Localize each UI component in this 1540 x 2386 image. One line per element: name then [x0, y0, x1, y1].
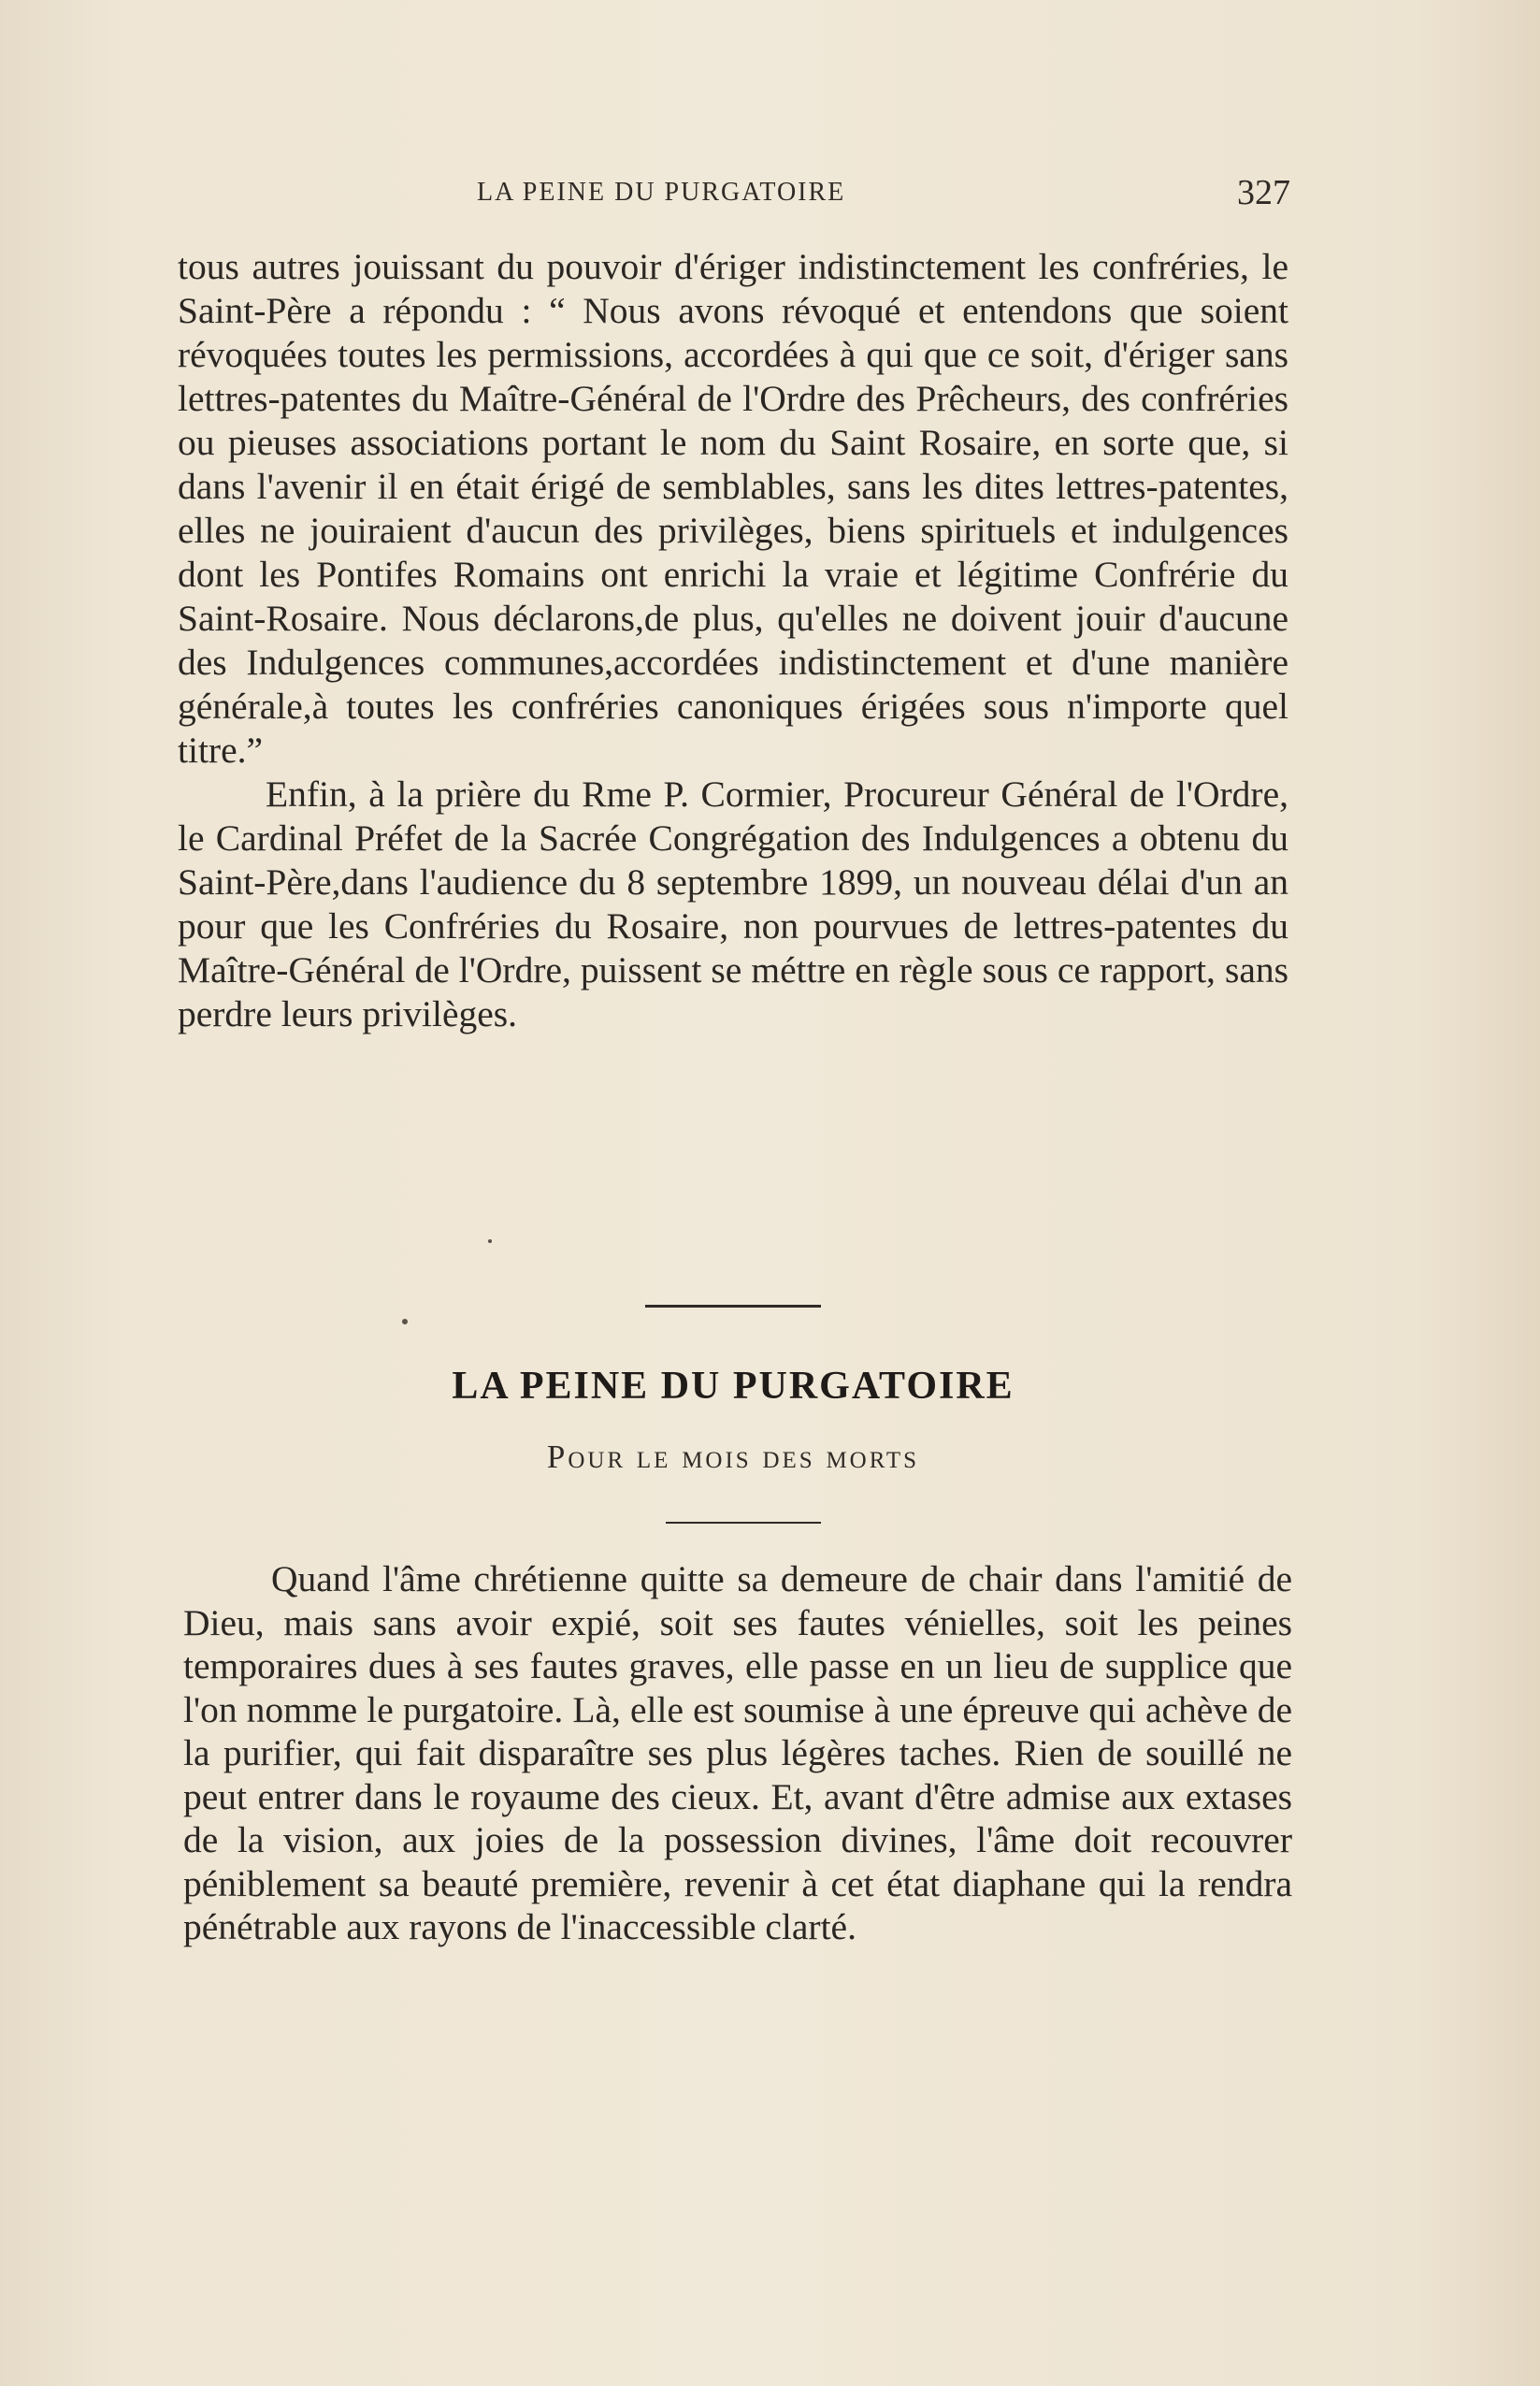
print-speck — [402, 1319, 408, 1324]
running-title: LA PEINE DU PURGATOIRE — [477, 178, 846, 207]
paragraph-continued: tous autres jouissant du pouvoir d'ériger indistinctement les confréries, le Saint-Père a répondu : “ Nous avons révoqué et entendons que soient révoquées toutes les permissions, accordées à qui que ce soit, d'ériger sans lettres-patentes du Maître-Général de l'Ordre des Prêcheurs, des confréries ou pieuses associations portant le nom du Saint Rosaire, en sorte que, si dans l'avenir il en était érigé de semblables, sans les dites lettres-patentes, elles ne jouiraient d'aucun des privilèges, biens spirituels et indulgences dont les Pontifes Romains ont enrichi la vraie et légitime Confrérie du Saint-Rosaire. Nous déclarons,de plus, qu'elles ne doivent jouir d'aucune des Indulgences communes,accordées indistinctement et d'une manière générale,à toutes les confréries canoniques érigées sous n'importe quel titre.” — [178, 246, 1288, 771]
section-paragraph: Quand l'âme chrétienne quitte sa demeure de chair dans l'amitié de Dieu, mais sans avoir expié, soit ses fautes vénielles, soit les peines temporaires dues à ses fautes graves, elle passe en un lieu de supplice que l'on nomme le purgatoire. Là, elle est soumise à une épreuve qui achève de la purifier, qui fait disparaître ses plus légères taches. Rien de souillé ne peut entrer dans le royaume des cieux. Et, avant d'être admise aux extases de la vision, aux joies de la possession divines, l'âme doit recouvrer péniblement sa beauté première, revenir à cet état diaphane qui la rendra pénétrable aux rayons de l'inaccessible clarté. — [183, 1558, 1292, 1947]
section-body — [183, 1557, 1292, 1949]
section-divider — [645, 1305, 821, 1308]
section-title: LA PEINE DU PURGATOIRE — [452, 1365, 1015, 1408]
section-subtitle: Pour le mois des morts — [546, 1439, 920, 1475]
subtitle-divider — [666, 1522, 821, 1524]
paragraph-enfin: Enfin, à la prière du Rme P. Cormier, Procureur Général de l'Ordre, le Cardinal Préfet de la Sacrée Congrégation des Indulgences a obtenu du Saint-Père,dans l'audience du 8 septembre 1899, un nouveau délai d'un an pour que les Confréries du Rosaire, non pourvues de lettres-patentes du Maître-Général de l'Ordre, puissent se méttre en règle sous ce rapport, sans perdre leurs privilèges. — [178, 774, 1288, 1034]
running-head — [178, 173, 1290, 215]
body-text — [178, 245, 1288, 1036]
print-speck — [488, 1239, 492, 1243]
page-number: 327 — [1237, 173, 1290, 212]
